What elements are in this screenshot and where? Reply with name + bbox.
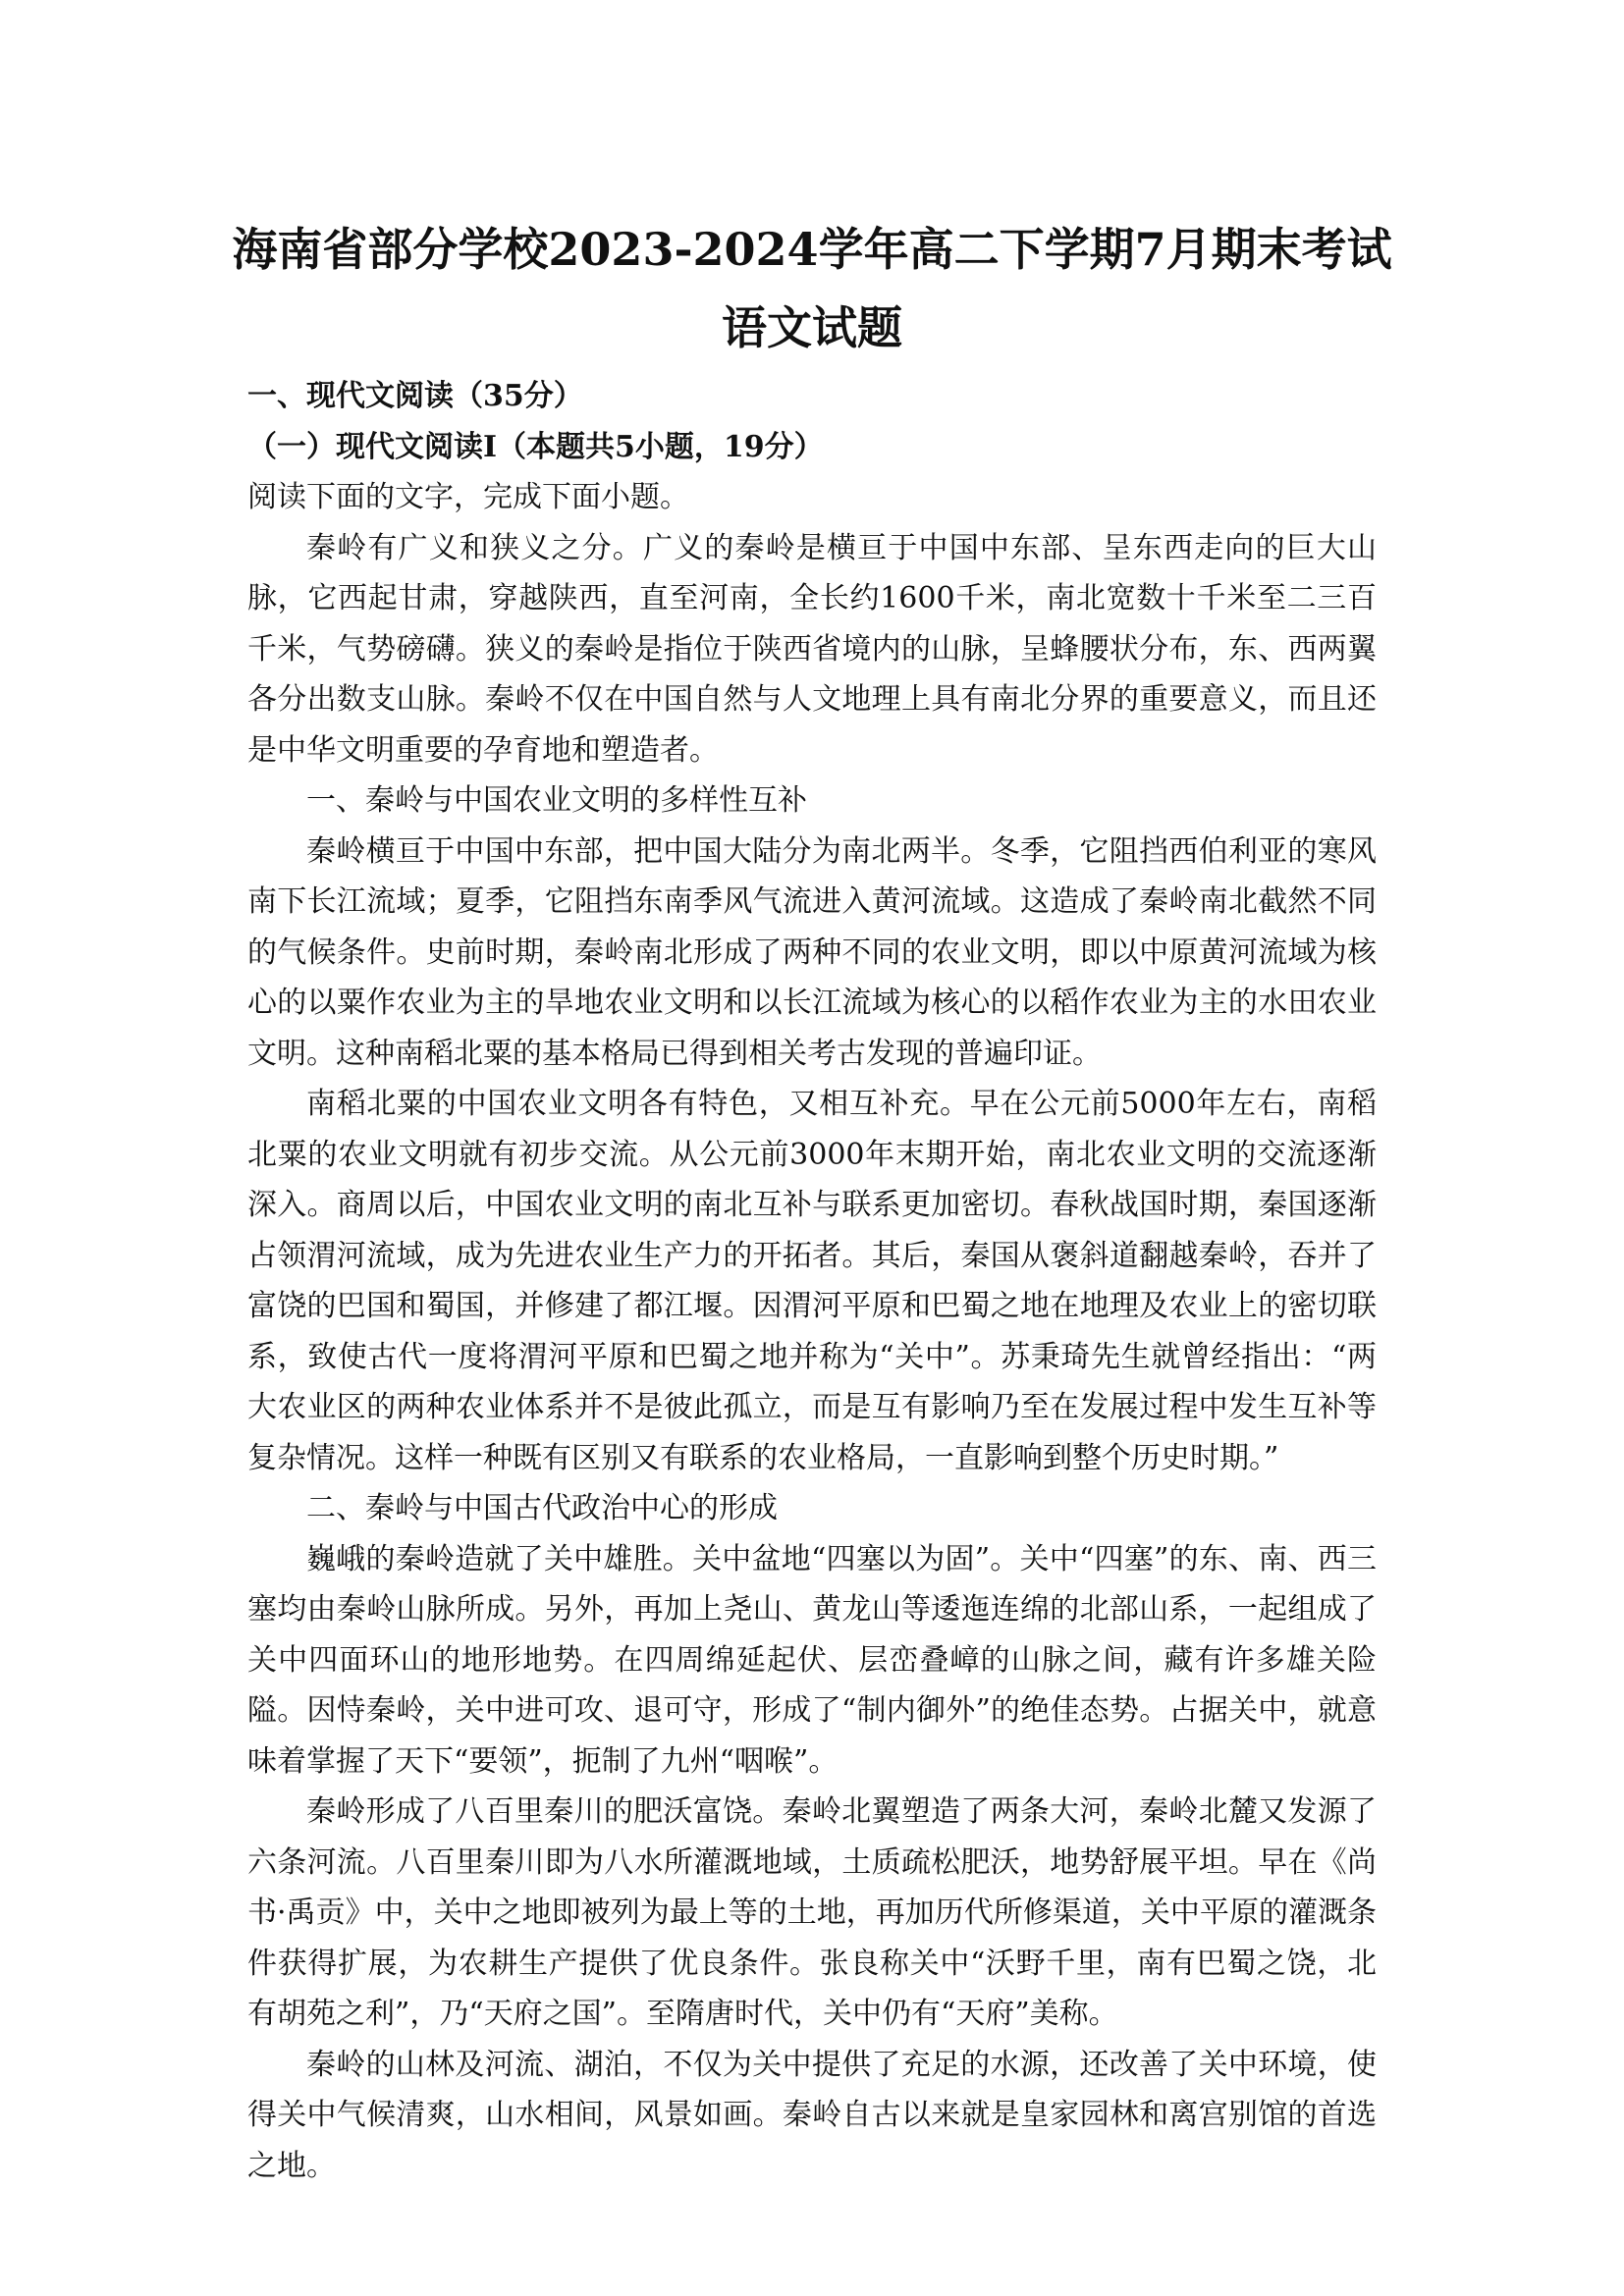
exam-body bbox=[247, 371, 1377, 2191]
passage-paragraph: 秦岭的山林及河流、湖泊，不仅为关中提供了充足的水源，还改善了关中环境，使得关中气候清爽，山水相间，风景如画。秦岭自古以来就是皇家园林和离宫别馆的首选之地。 bbox=[247, 2047, 1377, 2183]
passage-subheading: 一、秦岭与中国农业文明的多样性互补 bbox=[306, 783, 807, 818]
passage-paragraph: 秦岭形成了八百里秦川的肥沃富饶。秦岭北翼塑造了两条大河，秦岭北麓又发源了六条河流。八百里秦川即为八水所灌溉地域，土质疏松肥沃，地势舒展平坦。早在《尚书·禹贡》中，关中之地即被列为最上等的土地，再加历代所修渠道，关中平原的灌溉条件获得扩展，为农耕生产提供了优良条件。张良称关中“沃野千里，南有巴蜀之饶，北有胡苑之利”，乃“天府之国”。至隋唐时代，关中仍有“天府”美称。 bbox=[247, 1794, 1377, 2031]
reading-instruction: 阅读下面的文字，完成下面小题。 bbox=[247, 480, 689, 514]
section-heading: 一、现代文阅读（35分） bbox=[247, 379, 583, 413]
exam-title: 海南省部分学校2023-2024学年高二下学期7月期末考试 bbox=[232, 223, 1392, 276]
passage-paragraph: 巍峨的秦岭造就了关中雄胜。关中盆地“四塞以为固”。关中“四塞”的东、南、西三塞均由秦岭山脉所成。另外，再加上尧山、黄龙山等逶迤连绵的北部山系，一起组成了关中四面环山的地形地势。在四周绵延起伏、层峦叠嶂的山脉之间，藏有许多雄关险隘。因恃秦岭，关中进可攻、退可守，形成了“制内御外”的绝佳态势。占据关中，就意味着掌握了天下“要领”，扼制了九州“咽喉”。 bbox=[247, 1541, 1377, 1779]
passage-paragraph: 南稻北粟的中国农业文明各有特色，又相互补充。早在公元前5000年左右，南稻北粟的农业文明就有初步交流。从公元前3000年末期开始，南北农业文明的交流逐渐深入。商周以后，中国农业文明的南北互补与联系更加密切。春秋战国时期，秦国逐渐占领渭河流域，成为先进农业生产力的开拓者。其后，秦国从褒斜道翻越秦岭，吞并了富饶的巴国和蜀国，并修建了都江堰。因渭河平原和巴蜀之地在地理及农业上的密切联系，致使古代一度将渭河平原和巴蜀之地并称为“关中”。苏秉琦先生就曾经指出：“两大农业区的两种农业体系并不是彼此孤立，而是互有影响乃至在发展过程中发生互补等复杂情况。这样一种既有区别又有联系的农业格局，一直影响到整个历史时期。” bbox=[247, 1087, 1377, 1475]
subsection-heading: （一）现代文阅读Ⅰ（本题共5小题，19分） bbox=[247, 429, 824, 464]
passage-paragraph: 秦岭有广义和狭义之分。广义的秦岭是横亘于中国中东部、呈东西走向的巨大山脉，它西起甘肃，穿越陕西，直至河南，全长约1600千米，南北宽数十千米至二三百千米，气势磅礴。狭义的秦岭是指位于陕西省境内的山脉，呈蜂腰状分布，东、西两翼各分出数支山脉。秦岭不仅在中国自然与人文地理上具有南北分界的重要意义，而且还是中华文明重要的孕育地和塑造者。 bbox=[247, 530, 1377, 768]
passage-paragraph: 秦岭横亘于中国中东部，把中国大陆分为南北两半。冬季，它阻挡西伯利亚的寒风南下长江流域；夏季，它阻挡东南季风气流进入黄河流域。这造成了秦岭南北截然不同的气候条件。史前时期，秦岭南北形成了两种不同的农业文明，即以中原黄河流域为核心的以粟作农业为主的旱地农业文明和以长江流域为核心的以稻作农业为主的水田农业文明。这种南稻北粟的基本格局已得到相关考古发现的普遍印证。 bbox=[247, 833, 1377, 1071]
passage-subheading: 二、秦岭与中国古代政治中心的形成 bbox=[306, 1491, 778, 1525]
exam-subject-title: 语文试题 bbox=[722, 301, 902, 354]
